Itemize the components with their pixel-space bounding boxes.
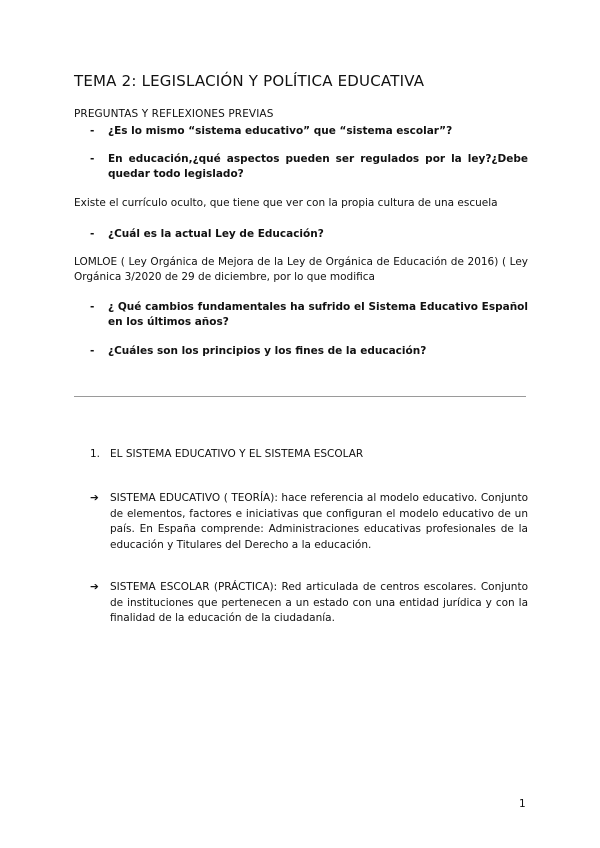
- document-title: TEMA 2: LEGISLACIÓN Y POLÍTICA EDUCATIVA: [74, 72, 425, 90]
- page-number: 1: [519, 798, 526, 810]
- paragraph-hidden-curriculum: Existe el currículo oculto, que tiene que ver con la propia cultura de una escuela: [74, 197, 498, 209]
- arrow-bullet-icon: ➔: [90, 581, 99, 593]
- section-title: EL SISTEMA EDUCATIVO Y EL SISTEMA ESCOLAR: [110, 448, 364, 460]
- question-item: [74, 344, 528, 359]
- arrow-bullet-icon: ➔: [90, 492, 99, 504]
- section-number: 1.: [90, 448, 101, 460]
- question-text: ¿Es lo mismo “sistema educativo” que “sistema escolar”?: [108, 125, 453, 137]
- definition-text: SISTEMA EDUCATIVO ( TEORÍA): hace referencia al modelo educativo. Conjunto de elementos, factores e iniciativas que configuran el modelo educativo de un país. En España comprende: Administraciones educativas profesionales de la educación y Titulares del Derecho a la educación.: [110, 492, 528, 551]
- horizontal-divider: [74, 396, 526, 397]
- dash-bullet: -: [90, 301, 95, 313]
- section-heading: [90, 448, 363, 460]
- paragraph-lomloe: LOMLOE ( Ley Orgánica de Mejora de la Ley de Orgánica de Educación de 2016) ( Ley Orgánica 3/2020 de 29 de diciembre, por lo que modifica: [74, 256, 528, 283]
- question-item: [74, 227, 528, 242]
- definition-text: SISTEMA ESCOLAR (PRÁCTICA): Red articulada de centros escolares. Conjunto de instituciones que pertenecen a un estado con una entidad jurídica y con la finalidad de la educación de la ciudadanía.: [110, 581, 528, 624]
- question-text: ¿ Qué cambios fundamentales ha sufrido el Sistema Educativo Español en los últimos años?: [108, 301, 528, 328]
- definition-item: [90, 580, 528, 627]
- question-text: ¿Cuáles son los principios y los fines de la educación?: [108, 345, 427, 357]
- dash-bullet: -: [90, 228, 95, 240]
- question-item: [74, 300, 528, 330]
- question-item: [74, 124, 528, 139]
- dash-bullet: -: [90, 345, 95, 357]
- definition-item: [90, 491, 528, 553]
- subheading: PREGUNTAS Y REFLEXIONES PREVIAS: [74, 108, 274, 120]
- question-text: ¿Cuál es la actual Ley de Educación?: [108, 228, 324, 240]
- question-text: En educación,¿qué aspectos pueden ser regulados por la ley?¿Debe quedar todo legislado?: [108, 153, 528, 180]
- dash-bullet: -: [90, 153, 95, 165]
- dash-bullet: -: [90, 125, 95, 137]
- question-item: [74, 152, 528, 182]
